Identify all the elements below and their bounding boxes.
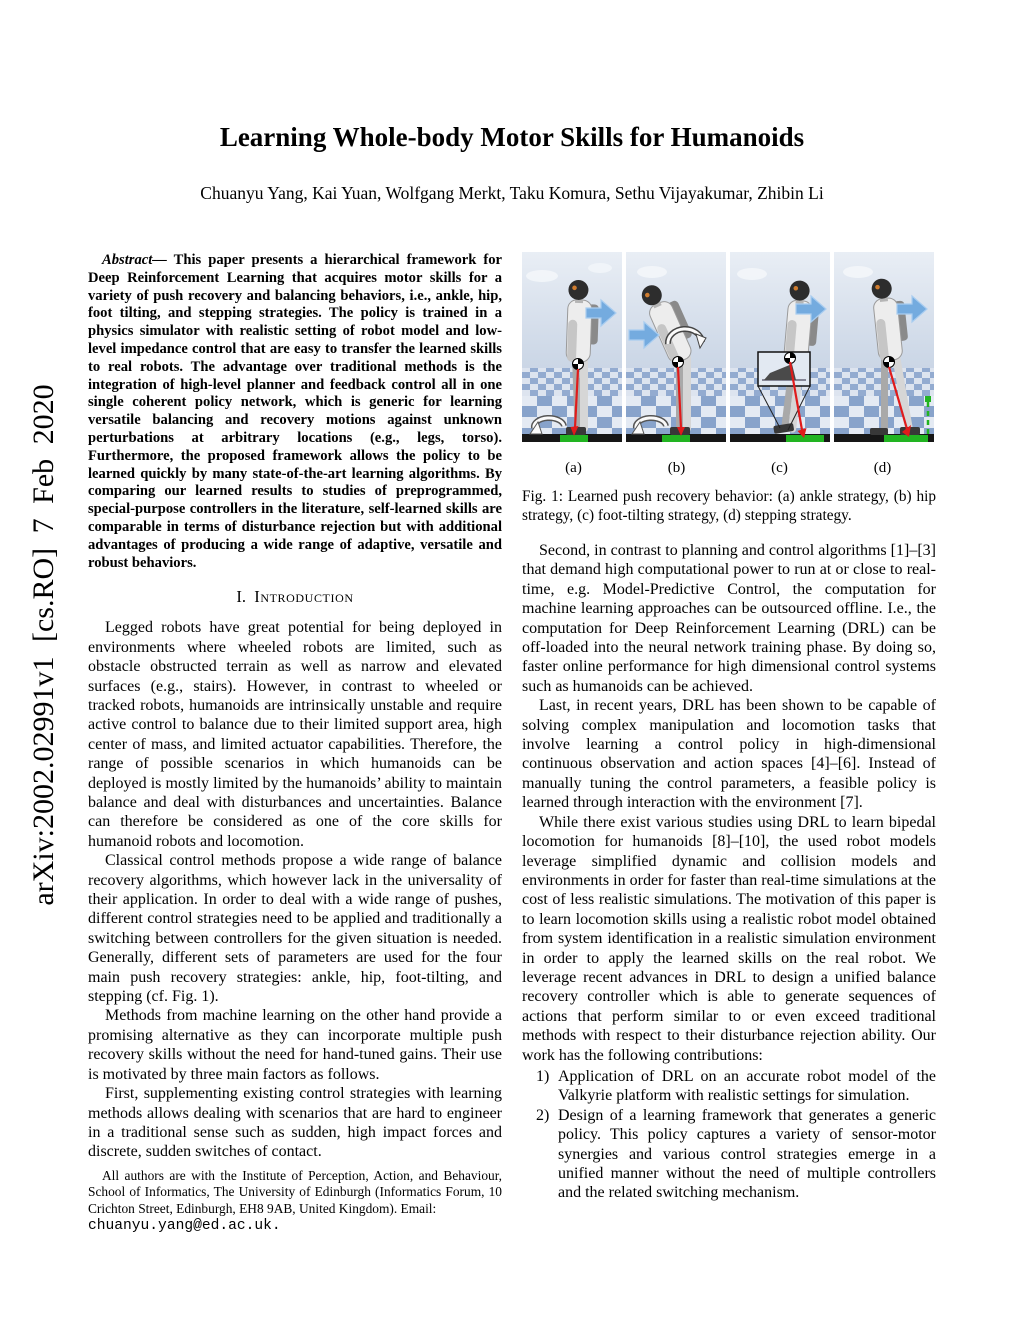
figure-1	[522, 252, 936, 525]
abstract-text: This paper presents a hierarchical framework for Deep Reinforcement Learning that acquires motor skills for a variety of push recovery and balancing behaviors, i.e., ankle, hip, foot tilting, and stepping strategies. The policy is trained in a physics simulator with realistic setting of robot model and low-level impedance control that are easy to transfer the learned skills to real robots. The advantage over traditional methods is the integration of high-level planner and feedback control all in one single coherent policy network, which is generic for learning versatile balancing and recovery motions against unknown perturbations at arbitrary locations (e.g., legs, torso). Furthermore, the proposed framework allows the policy to be learned quickly by many state-of-the-art learning algorithms. By comparing our learned results to studies of preprogrammed, special-purpose controllers in the literature, self-learned skills are comparable in terms of disturbance rejection but with additional advantages of producing a wide range of adaptive, versatile and robust behaviors.	[88, 252, 503, 571]
figure-panel-b	[626, 252, 726, 442]
paragraph: While there exist various studies using DRL to learn bipedal locomotion for humanoids [8]–[10], the used robot models leverage simplified dynamic and collision models and environments in order for faster than real-time simulations at the cost of less realistic simulations. The motivation of this paper is to learn locomotion skills using a realistic robot model obtained from system identification in a realistic simulation environment in order to apply the learned skills on the real robot. We leverage recent advances in DRL to design a unified balance recovery controller which is able to generate sequences of actions that perform similar to or even exceed traditional methods with respect to their disturbance rejection ability. Our work has the following contributions:	[522, 813, 936, 1064]
list-item	[522, 1106, 936, 1203]
support-area	[662, 435, 690, 442]
section-heading-introduction	[88, 587, 502, 607]
list-item-number: 1)	[536, 1067, 550, 1085]
contribution-list	[522, 1067, 936, 1203]
figure-1-image	[522, 252, 934, 452]
abstract-label: Abstract—	[102, 252, 167, 268]
paragraph: Legged robots have great potential for being deployed in environments where wheeled robots are limited, such as obstacle obstructed terrain as well as narrow and elevated surfaces (e.g., stairs). However, in contrast to wheeled or tracked robots, humanoids are intrinsically unstable and require active control to balance due to their limited support area, high center of mass, and limited actuator capabilities. Therefore, the range of possible scenarios in which humanoids can be deployed is mostly limited by the humanoids’ ability to maintain balance and deal with disturbances and uncertainties. Balance can therefore be considered as one of the core skills for humanoid robots and locomotion.	[88, 619, 502, 850]
com-marker	[884, 357, 895, 368]
footnote-email: chuanyu.yang@ed.ac.uk.	[88, 1218, 281, 1235]
figure-panel-d	[834, 252, 934, 442]
author-footnote	[88, 1168, 502, 1235]
com-marker	[573, 359, 584, 370]
figure-panel-a	[522, 252, 622, 442]
list-item-text: Design of a learning framework that generates a generic policy. This policy captures a variety of sensor-motor synergies and various control strategies emerge in a unified manner without the need of multiple controllers and the related switching mechanism.	[558, 1106, 936, 1202]
right-column	[522, 252, 936, 1203]
panel-label-d: (d)	[873, 460, 892, 476]
list-item-text: Application of DRL on an accurate robot model of the Valkyrie platform with realistic settings for simulation.	[558, 1067, 936, 1105]
paragraph: Last, in recent years, DRL has been shown to be capable of solving complex manipulation and locomotion tasks that involve learning a control policy in high-dimensional continuous observation and action spaces [4]–[6]. Instead of manually tuning the control parameters, a feasible policy is learned through interaction with the environment [7].	[522, 697, 936, 812]
section-number: I.	[236, 587, 246, 607]
paragraph: Second, in contrast to planning and control algorithms [1]–[3] that demand high computational power to run at or close to real-time, e.g. Model-Predictive Control, the computation for machine learning approaches can be outsourced offline. I.e., the computation for Deep Reinforcement Learning (DRL) can be off-loaded into the neural network training phase. By doing so, faster online performance for high dimensional control systems such as humanoids can be achieved.	[522, 542, 936, 695]
section-title: Introduction	[254, 587, 354, 607]
paper-title: Learning Whole-body Motor Skills for Humanoids	[219, 122, 805, 152]
paragraph: Classical control methods propose a wide range of balance recovery algorithms, which however lack in the universality of their application. In order to deal with a wide range of pushes, different control strategies need to be applied and traditionally a switching between controllers for the given situation is needed. Generally, different sets of parameters are used for the four main push recovery strategies: ankle, hip, foot-tilting, and stepping (cf. Fig. 1).	[88, 852, 502, 1006]
com-marker	[785, 353, 796, 364]
figure-1-caption: Fig. 1: Learned push recovery behavior: (a) ankle strategy, (b) hip strategy, (c) foot-tilting strategy, (d) stepping strategy.	[522, 488, 936, 524]
abstract	[88, 252, 502, 572]
arxiv-watermark: arXiv:2002.02991v1 [cs.RO] 7 Feb 2020	[27, 384, 60, 906]
footnote-text: All authors are with the Institute of Perception, Action, and Behaviour, School of Informatics, The University of Edinburgh (Informatics Forum, 10 Crichton Street, Edinburgh, EH8 9AB, United Kingdom). Email:	[88, 1168, 502, 1216]
panel-label-b: (b)	[667, 460, 686, 476]
figure-panel-c	[730, 252, 830, 442]
figure-panel-labels	[522, 460, 934, 477]
panel-label-a: (a)	[565, 460, 582, 476]
support-area	[560, 435, 588, 442]
paragraph: Methods from machine learning on the other hand provide a promising alternative as they can incorporate multiple push recovery skills without the need for hand-tuned gains. Their use is motivated by three main factors as follows.	[88, 1007, 502, 1083]
list-item-number: 2)	[536, 1106, 550, 1124]
panel-label-c: (c)	[771, 460, 788, 476]
list-item	[522, 1067, 936, 1106]
support-area	[786, 435, 824, 442]
com-marker	[673, 357, 684, 368]
paper-authors: Chuanyu Yang, Kai Yuan, Wolfgang Merkt, Taku Komura, Sethu Vijayakumar, Zhibin Li	[200, 183, 824, 203]
paragraph: First, supplementing existing control strategies with learning methods allows dealing with scenarios that are hard to engineer in a traditional sense such as sudden, high impact forces and discrete, sudden switches of contact.	[88, 1085, 502, 1161]
left-column	[88, 252, 502, 1162]
